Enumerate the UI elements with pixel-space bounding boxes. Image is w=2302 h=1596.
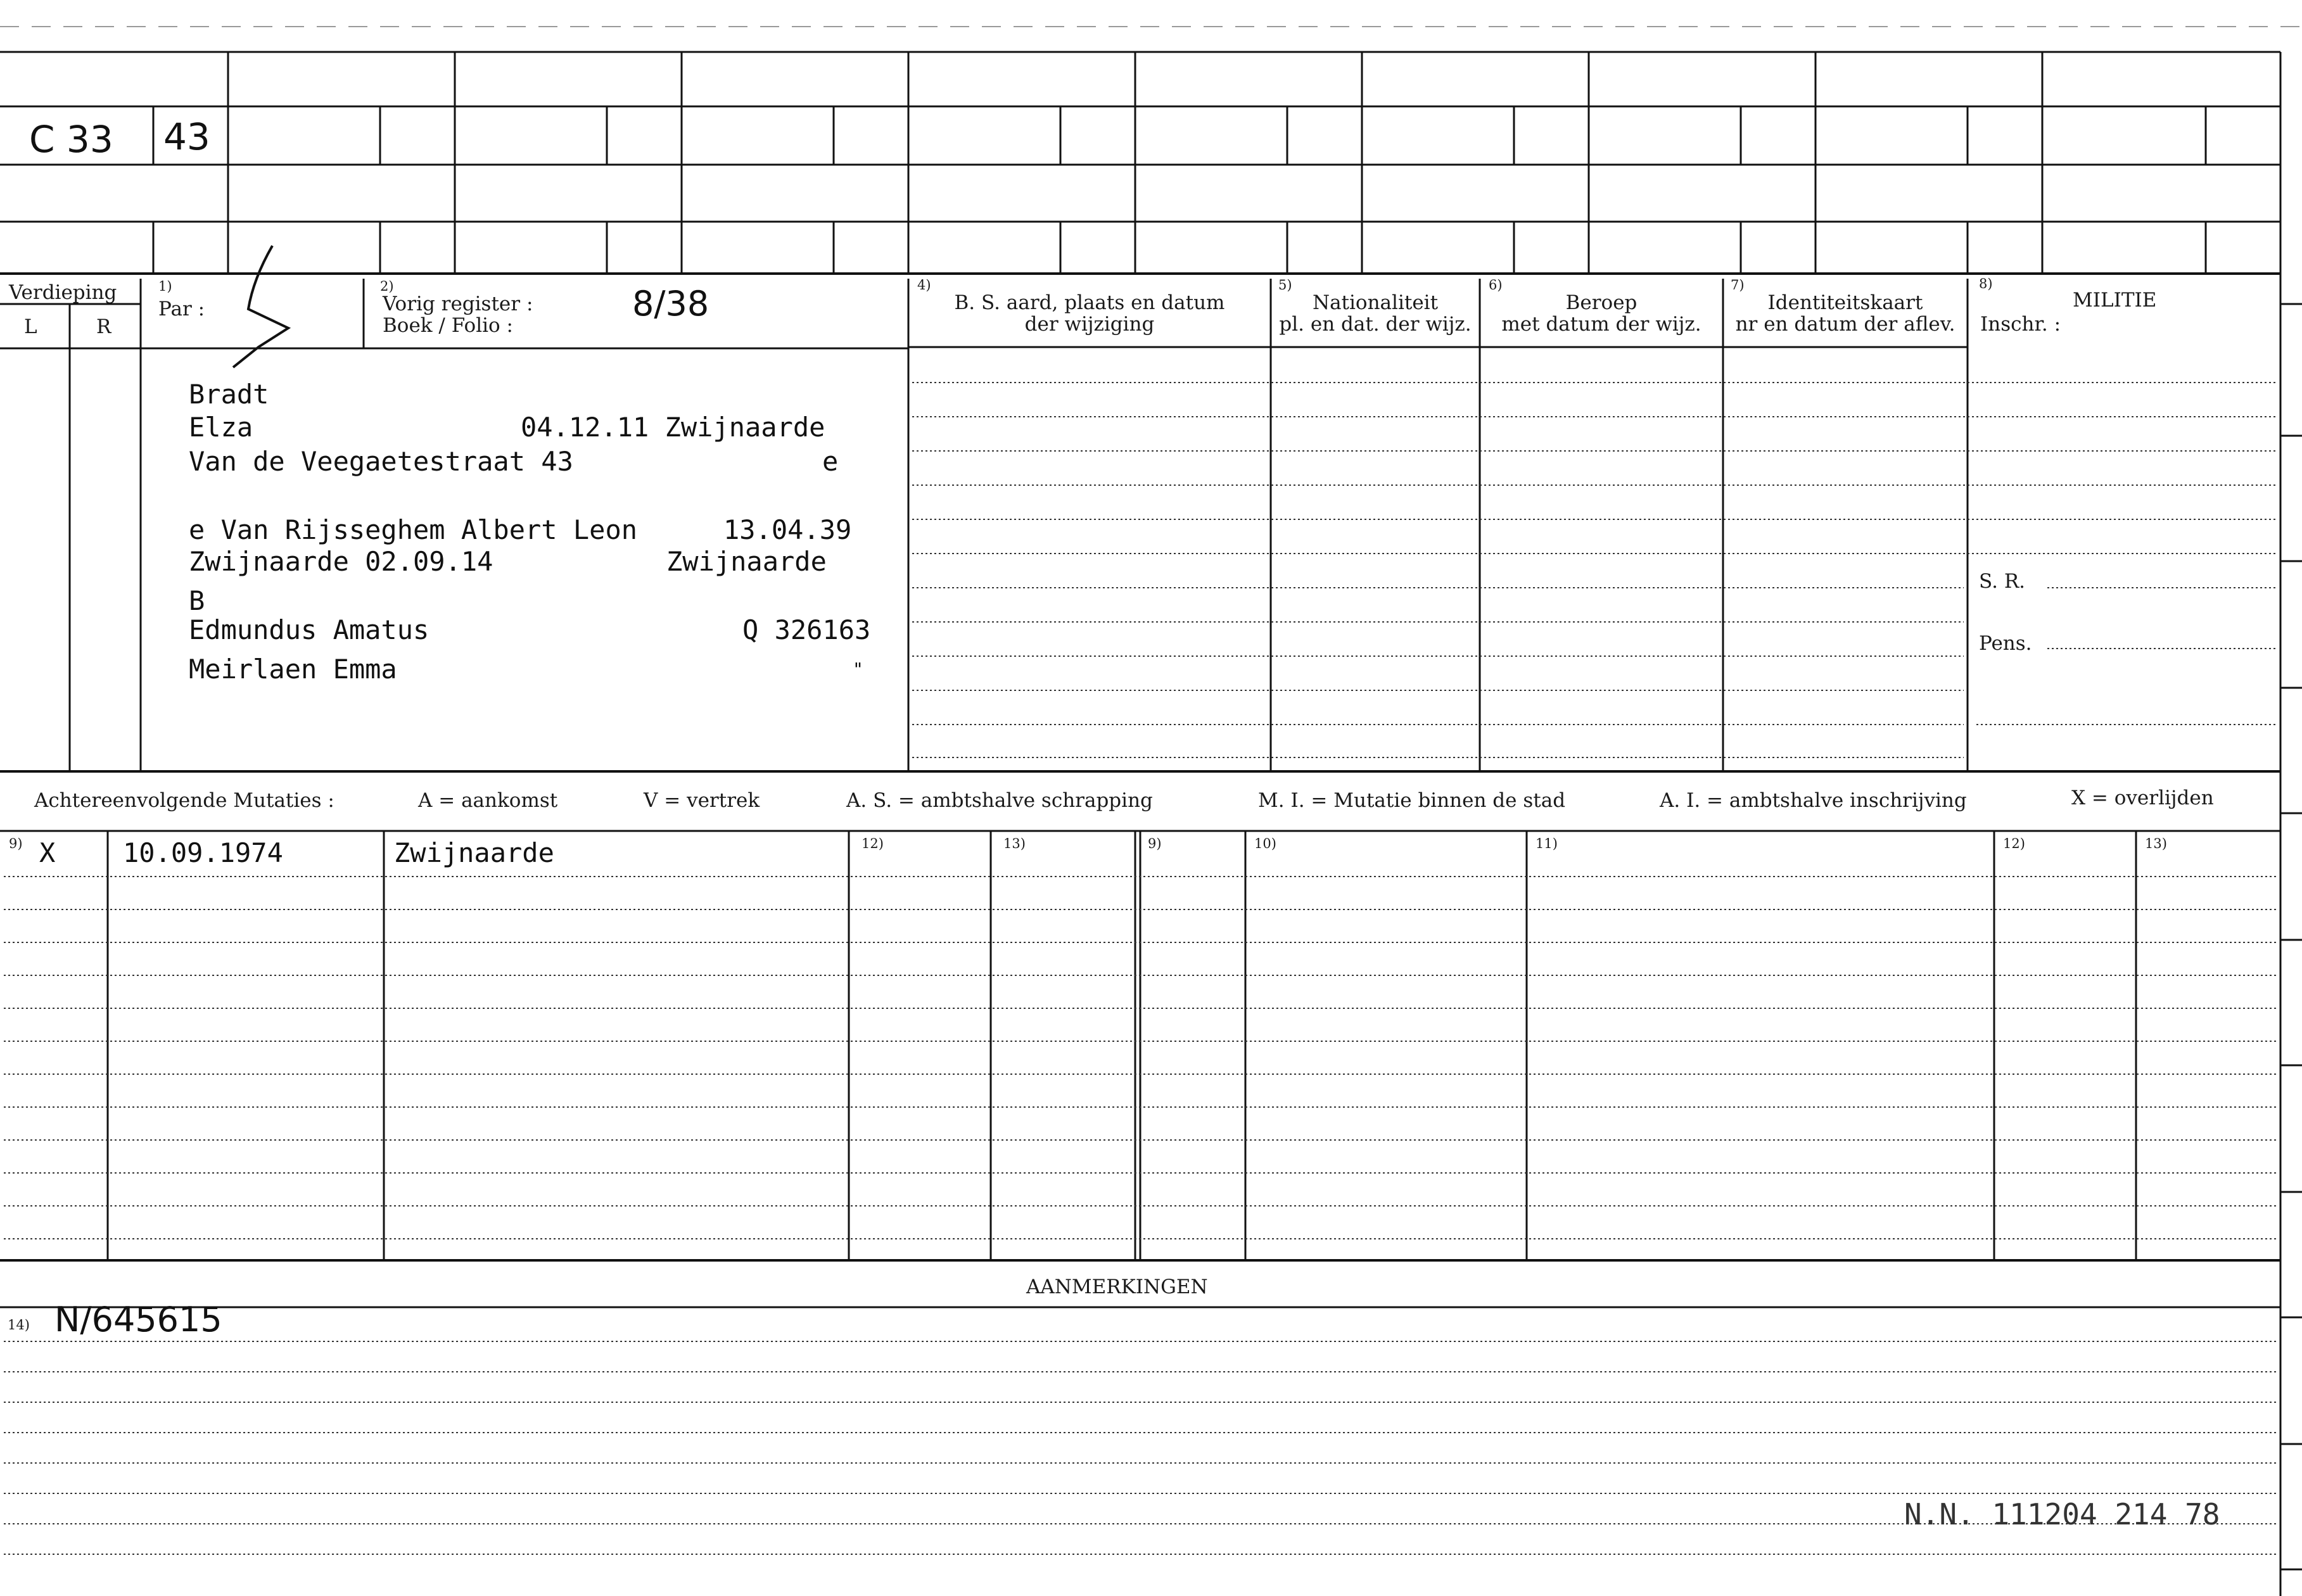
aanmerkingen-title: AANMERKINGEN [1026,1276,1208,1298]
militie-number: 8) [1979,276,1993,291]
bs-number: 4) [917,277,931,293]
mutaties-col12-left: 12) [862,836,884,851]
mutaties-legend-overlijden: X = overlijden [2071,787,2214,809]
aanmerkingen-value: N/645615 [54,1300,222,1340]
verdieping-l-label: L [24,315,37,338]
vorig-register-value: 8/38 [632,284,709,324]
person-code: Q 326163 [742,614,871,645]
militie-title: MILITIE [2073,289,2157,312]
beroep-header-line2: met datum der wijz. [1501,313,1701,336]
person-address: Van de Veegaetestraat 43 [189,446,573,477]
person-firstname: Elza [189,412,253,443]
nationaliteit-number: 5) [1278,277,1292,293]
spouse-name: e Van Rijsseghem Albert Leon [189,514,638,545]
par-number: 1) [158,279,172,294]
mutaties-col13-right: 13) [2145,836,2167,851]
beroep-header-line1: Beroep [1565,291,1637,314]
mutaties-legend-inschrijving: A. I. = ambtshalve inschrijving [1660,789,1967,812]
identiteitskaart-header-line1: Identiteitskaart [1767,291,1923,314]
mutaties-col9-left: 9) [9,836,23,851]
aanmerkingen-number: 14) [8,1317,30,1333]
par-label: Par : [158,298,205,320]
nationaliteit-header-line1: Nationaliteit [1312,291,1439,314]
top-grid-number: 43 [163,115,210,158]
person-birth: 04.12.11 Zwijnaarde [521,412,825,443]
top-grid-code: C 33 [29,118,113,161]
father-name: Edmundus Amatus [189,614,429,645]
person-surname: Bradt [189,379,269,410]
mutatie-entry-place: Zwijnaarde [394,837,554,868]
beroep-number: 6) [1489,277,1503,293]
spouse-marriage-date: 13.04.39 [723,514,852,545]
identiteitskaart-number: 7) [1731,277,1745,293]
militie-inschr-label: Inschr. : [1980,313,2061,336]
mutatie-entry-type: X [39,837,56,868]
person-address-mark: e [822,446,839,477]
mutaties-col11-right: 11) [1536,836,1558,851]
militie-pens-label: Pens. [1979,632,2032,655]
national-number: N.N. 111204 214 78 [1904,1497,2220,1531]
identiteitskaart-header-line2: nr en datum der aflev. [1735,313,1955,336]
mutaties-label: Achtereenvolgende Mutaties : [34,789,334,812]
mutaties-legend-aankomst: A = aankomst [418,789,558,812]
mutaties-legend-schrapping: A. S. = ambtshalve schrapping [846,789,1153,812]
mutaties-col10-right: 10) [1254,836,1276,851]
mutaties-legend-mutatie: M. I. = Mutatie binnen de stad [1258,789,1566,812]
bs-header-line1: B. S. aard, plaats en datum [954,291,1225,314]
mother-name: Meirlaen Emma [189,654,397,685]
mutaties-legend-vertrek: V = vertrek [644,789,760,812]
vorig-register-label: Vorig register : [383,293,533,315]
verdieping-r-label: R [96,315,111,338]
mutaties-col12-right: 12) [2003,836,2025,851]
spouse-birth: Zwijnaarde 02.09.14 [189,546,493,577]
militie-sr-label: S. R. [1979,570,2026,593]
verdieping-label: Verdieping [9,281,117,304]
bs-header-line2: der wijziging [1024,313,1155,336]
person-nationality: B [189,585,205,616]
nationaliteit-header-line2: pl. en dat. der wijz. [1279,313,1472,336]
mutatie-entry-date: 10.09.1974 [123,837,283,868]
vorig-register-number: 2) [380,279,394,294]
mutaties-col13-left: 13) [1003,836,1026,851]
boek-folio-label: Boek / Folio : [383,314,513,337]
mother-mark: " [853,659,863,680]
mutaties-col9-right: 9) [1148,836,1162,851]
spouse-birth-place: Zwijnaarde [666,546,827,577]
